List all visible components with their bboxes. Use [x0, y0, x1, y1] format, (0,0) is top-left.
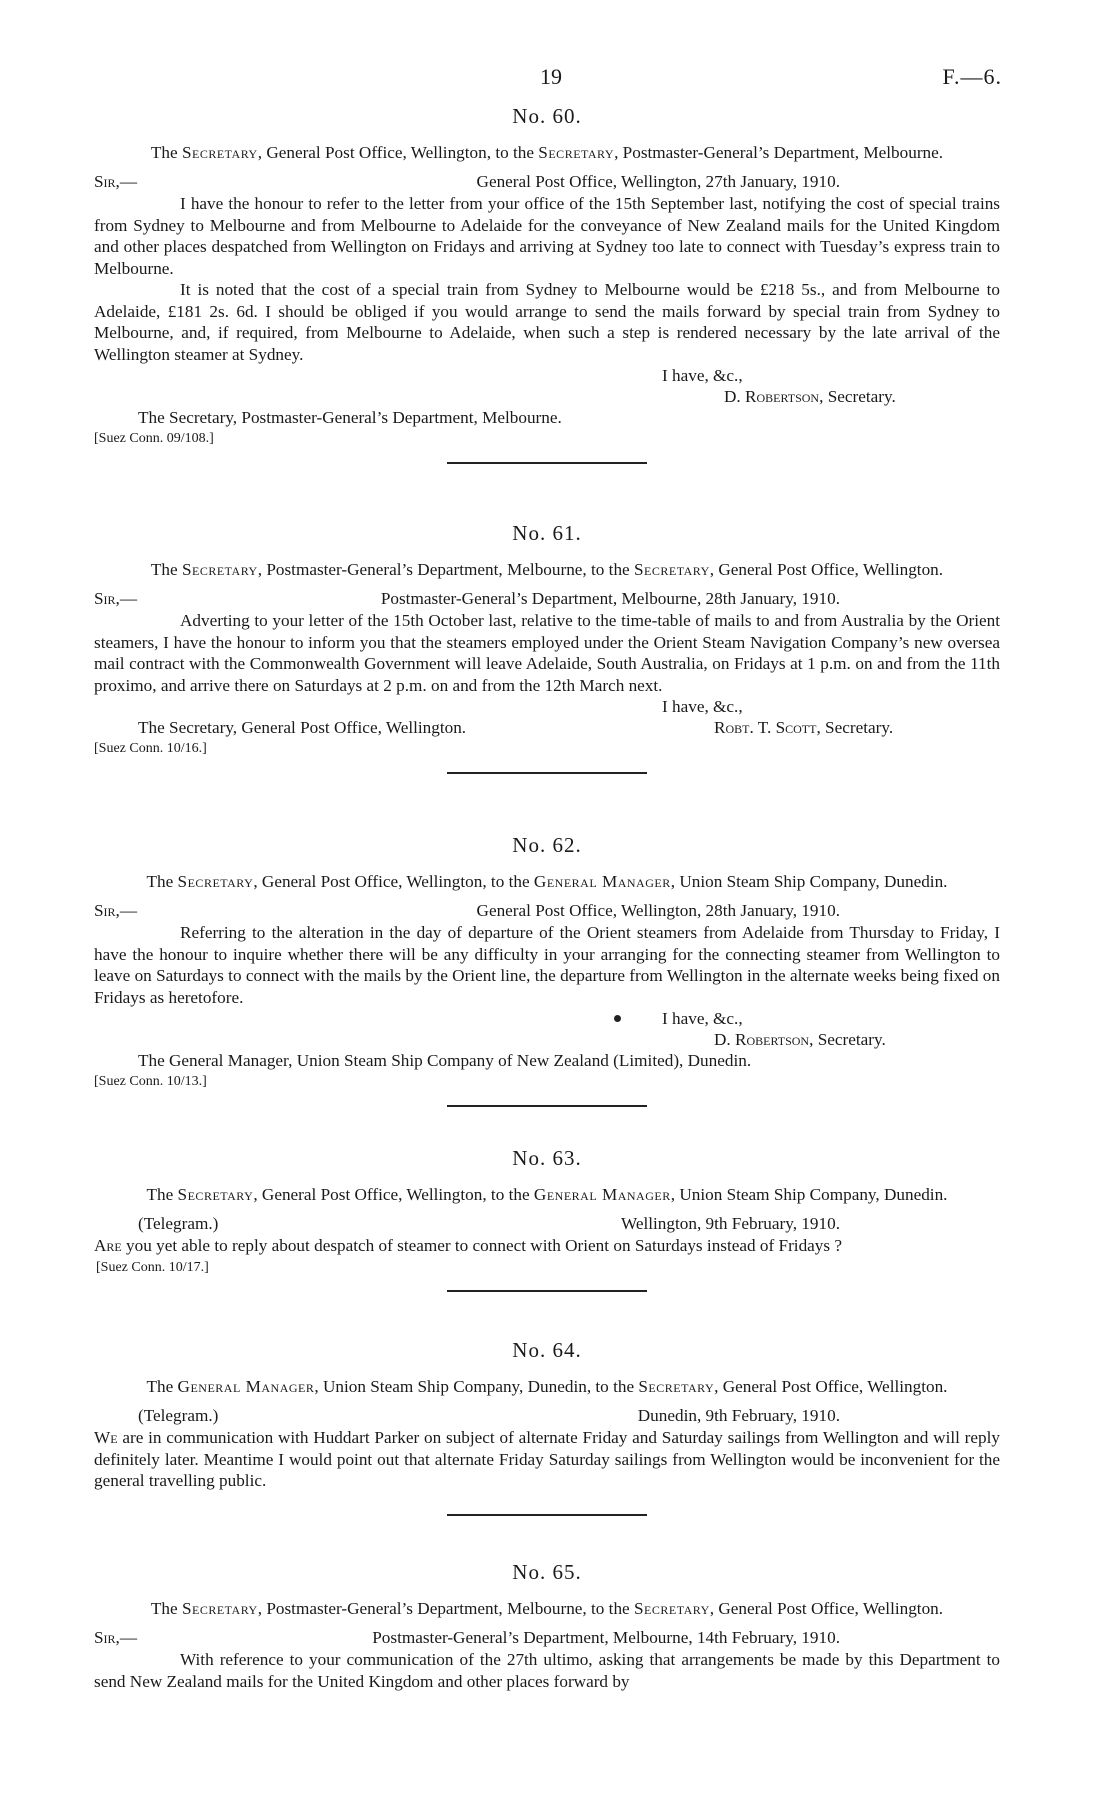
salutation-line	[94, 588, 1000, 610]
reference: [Suez Conn. 10/17.]	[96, 1259, 209, 1275]
letter-heading: The Secretary, General Post Office, Wellington, to the Secretary, Postmaster-General’s Department, Melbourne.	[150, 142, 944, 162]
divider	[447, 462, 647, 464]
addressee: The Secretary, Postmaster-General’s Department, Melbourne.	[138, 408, 562, 427]
divider	[447, 1105, 647, 1107]
letter-61	[94, 523, 1000, 800]
letter-63	[94, 1148, 1000, 1318]
signature: D. Robertson, Secretary.	[724, 387, 896, 406]
telegram-body: We are in communication with Huddart Parker on subject of alternate Friday and Saturday sailings from Wellington and will reply definitely later. Meantime I would point out that alternate Friday Saturday sailings from Wellington would be inconvenient for the general travelling public.	[94, 1428, 1000, 1490]
place-date: General Post Office, Wellington, 28th January, 1910.	[476, 901, 840, 920]
letter-number: No. 63.	[512, 1146, 582, 1170]
divider	[447, 1290, 647, 1292]
salutation: Sir,—	[94, 901, 138, 920]
closing: I have, &c.,	[662, 697, 743, 716]
body-paragraph: It is noted that the cost of a special train from Sydney to Melbourne would be £218 5s., and from Melbourne to Adelaide, £181 2s. 6d. I should be obliged if you would arrange to send the mails forward by special train from Sydney to Melbourne, and, if required, from Melbourne to Adelaide, when such a step is rendered necessary by the late arrival of the Wellington steamer at Sydney.	[94, 280, 1000, 364]
closing: I have, &c.,	[662, 366, 743, 385]
signature: Robt. T. Scott, Secretary.	[714, 718, 894, 737]
place-date: Postmaster-General’s Department, Melbourne, 14th February, 1910.	[372, 1628, 840, 1647]
salutation: Sir,—	[94, 172, 138, 191]
letter-heading: The Secretary, General Post Office, Wellington, to the General Manager, Union Steam Ship Company, Dunedin.	[146, 1184, 948, 1204]
telegram-body: Are you yet able to reply about despatch of steamer to connect with Orient on Saturdays instead of Fridays ?	[94, 1236, 842, 1255]
letter-heading: The Secretary, General Post Office, Wellington, to the General Manager, Union Steam Ship Company, Dunedin.	[146, 871, 948, 891]
letter-65	[94, 1562, 1000, 1692]
page-header	[0, 64, 1114, 94]
salutation-line	[94, 900, 1000, 922]
letter-62	[94, 835, 1000, 1133]
place-date: Wellington, 9th February, 1910.	[621, 1214, 840, 1233]
place-date: Postmaster-General’s Department, Melbourne, 28th January, 1910.	[380, 589, 840, 608]
telegram-line	[94, 1213, 1000, 1235]
letter-number: No. 62.	[512, 833, 582, 857]
reference: [Suez Conn. 10/16.]	[94, 741, 207, 756]
addressee: The Secretary, General Post Office, Wellington.	[138, 718, 467, 737]
letter-number: No. 60.	[512, 104, 582, 128]
letter-64	[94, 1340, 1000, 1542]
reference: [Suez Conn. 10/13.]	[94, 1074, 207, 1089]
letter-heading: The General Manager, Union Steam Ship Company, Dunedin, to the Secretary, General Post Office, Wellington.	[146, 1376, 948, 1396]
letter-heading: The Secretary, Postmaster-General’s Department, Melbourne, to the Secretary, General Post Office, Wellington.	[150, 559, 944, 579]
letter-60	[94, 106, 1000, 490]
body-paragraph: Adverting to your letter of the 15th October last, relative to the time-table of mails to and from Australia by the Orient steamers, I have the honour to inform you that the steamers employed under the Orient Steam Navigation Company’s new oversea mail contract with the Commonwealth Government will leave Adelaide, South Australia, on Fridays at 1 p.m. on and from the 11th proximo, and arrive there on Saturdays at 2 p.m. on and from the 12th March next.	[94, 611, 1000, 695]
body-paragraph: I have the honour to refer to the letter from your office of the 15th September last, notifying the cost of special trains from Sydney to Melbourne and from Melbourne to Adelaide for the conveyance of New Zealand mails for the United Kingdom and other places despatched from Wellington on Fridays and arriving at Sydney too late to connect with Tuesday’s express train to Melbourne.	[94, 194, 1000, 278]
letter-heading: The Secretary, Postmaster-General’s Department, Melbourne, to the Secretary, General Post Office, Wellington.	[150, 1598, 944, 1618]
salutation-line	[94, 1627, 1000, 1649]
body-paragraph: Referring to the alteration in the day of departure of the Orient steamers from Adelaide from Thursday to Friday, I have the honour to inquire whether there will be any difficulty in your arranging for the connecting steamer from Wellington to leave on Saturdays to connect with the mails by the Orient line, the departure from Wellington in the alternate weeks being fixed on Fridays as heretofore.	[94, 923, 1000, 1007]
divider	[447, 1514, 647, 1516]
reference: [Suez Conn. 09/108.]	[94, 431, 214, 446]
addressee: The General Manager, Union Steam Ship Company of New Zealand (Limited), Dunedin.	[138, 1051, 752, 1070]
telegram-label: (Telegram.)	[138, 1406, 219, 1425]
ink-spot	[614, 1015, 621, 1022]
closing: I have, &c.,	[662, 1009, 743, 1028]
telegram-line	[94, 1405, 1000, 1427]
document-code: F.—6.	[942, 64, 1002, 89]
signature: D. Robertson, Secretary.	[714, 1030, 886, 1049]
salutation: Sir,—	[94, 589, 138, 608]
salutation: Sir,—	[94, 1628, 138, 1647]
letter-number: No. 64.	[512, 1338, 582, 1362]
letter-number: No. 65.	[512, 1560, 582, 1584]
place-date: General Post Office, Wellington, 27th January, 1910.	[476, 172, 840, 191]
place-date: Dunedin, 9th February, 1910.	[637, 1406, 840, 1425]
page-number: 19	[540, 64, 562, 89]
salutation-line	[94, 171, 1000, 193]
divider	[447, 772, 647, 774]
telegram-label: (Telegram.)	[138, 1214, 219, 1233]
body-paragraph: With reference to your communication of the 27th ultimo, asking that arrangements be made by this Department to send New Zealand mails for the United Kingdom and other places forward by	[94, 1650, 1000, 1691]
letter-number: No. 61.	[512, 521, 582, 545]
